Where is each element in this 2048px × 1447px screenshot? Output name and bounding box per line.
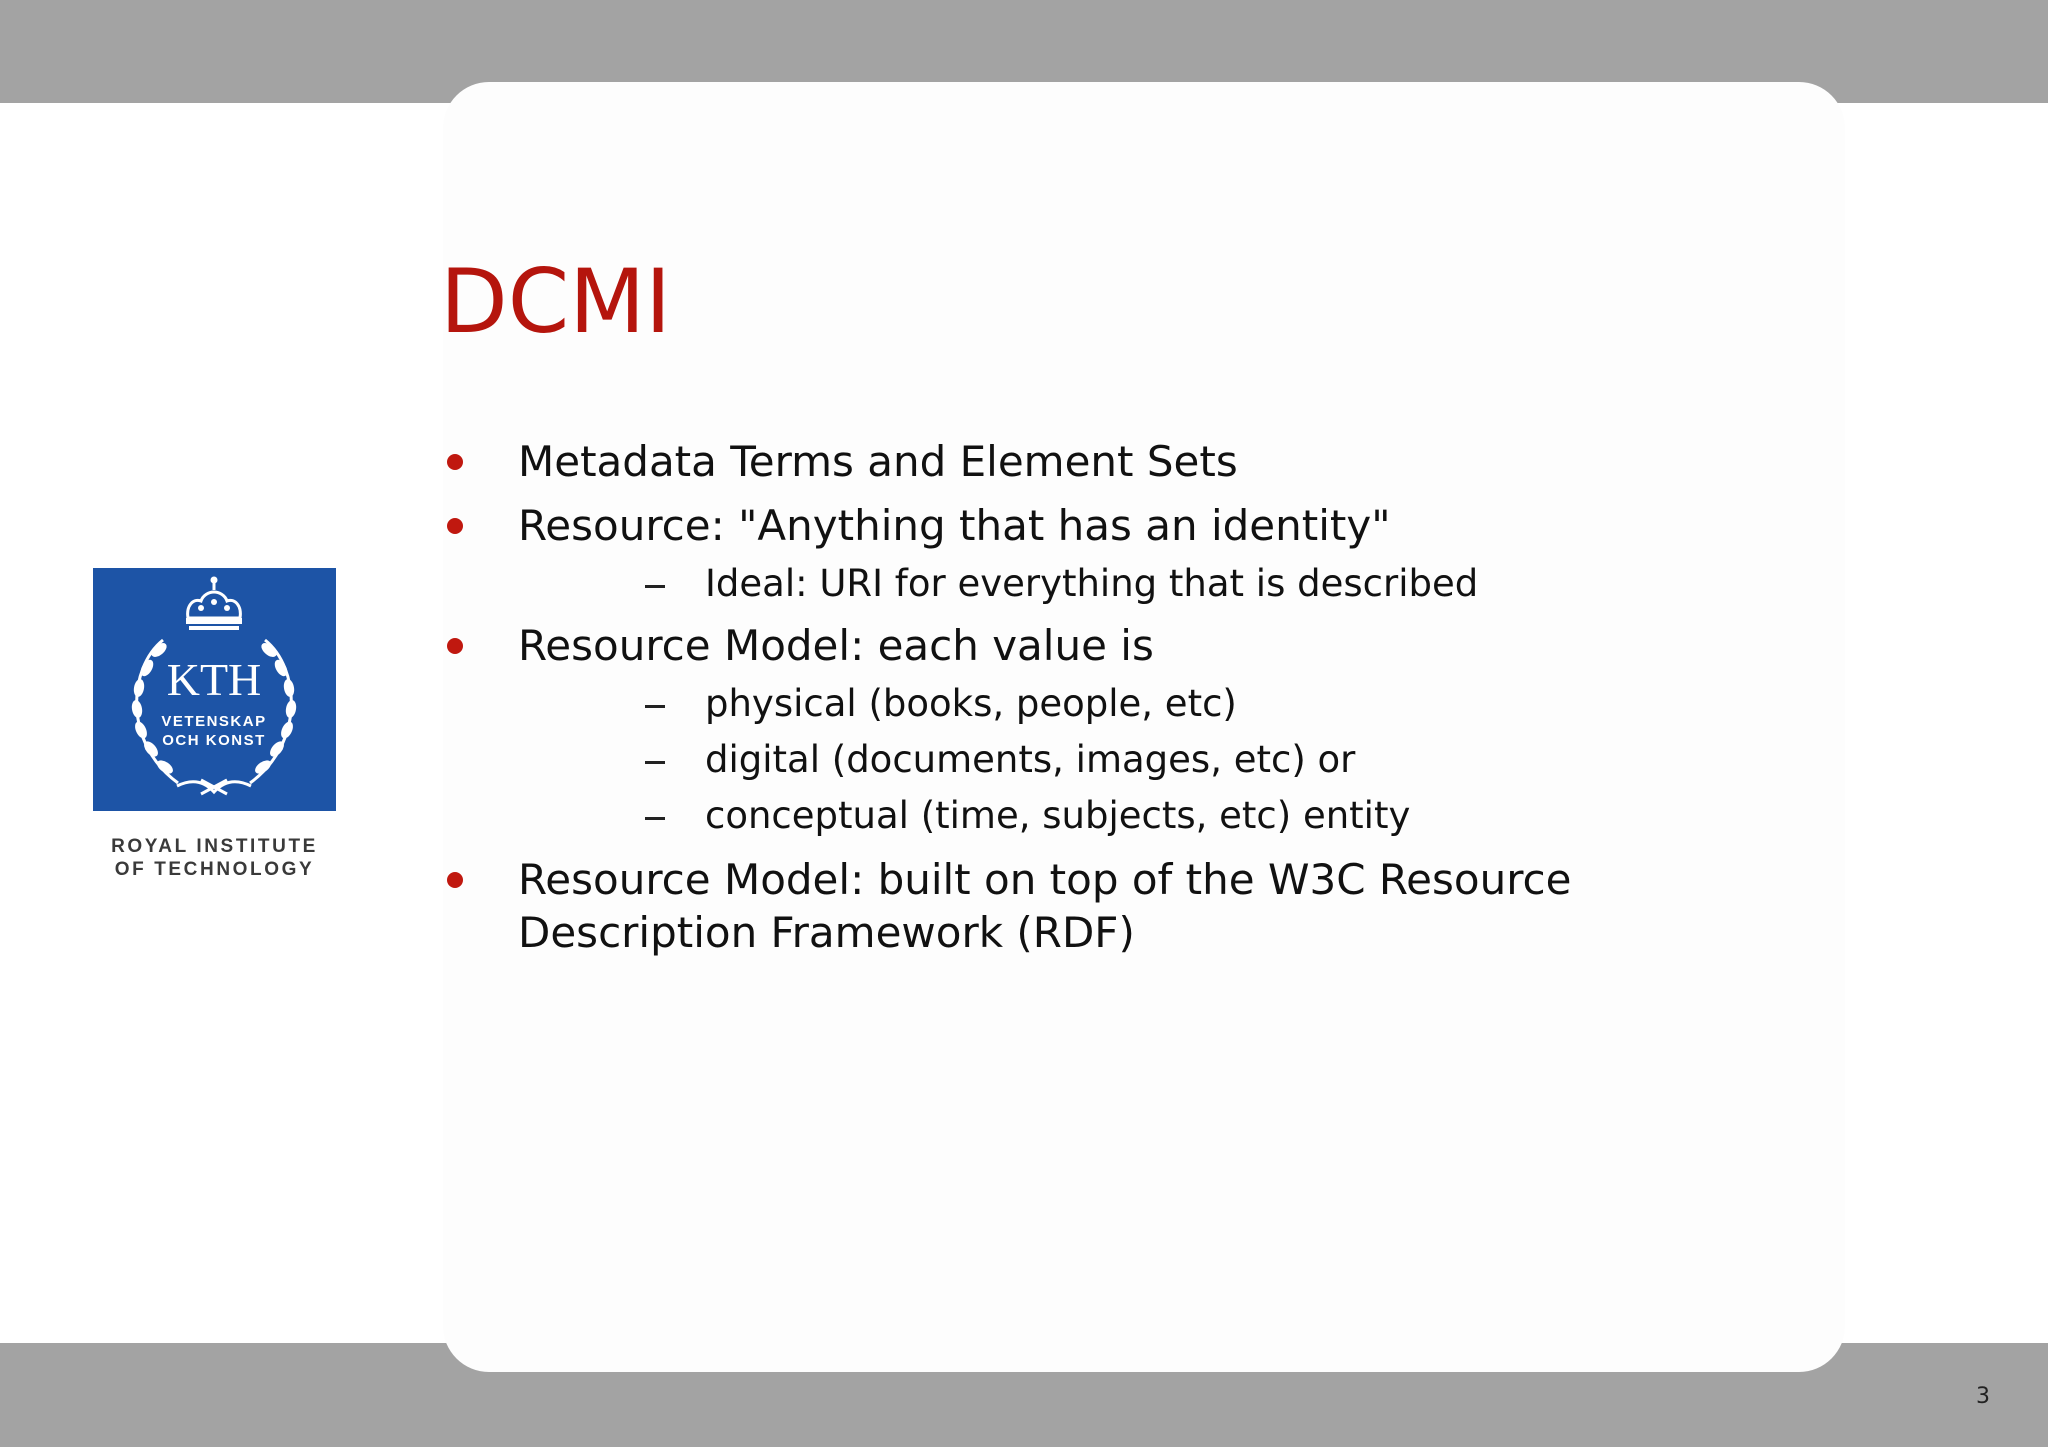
kth-emblem-text: KTH	[166, 654, 262, 705]
bullet-icon	[447, 872, 463, 888]
page-number: 3	[1976, 1384, 1990, 1409]
bullet-icon	[447, 638, 463, 654]
dash-icon	[645, 817, 665, 820]
bullet-icon	[447, 518, 463, 534]
bullet-item: Resource: "Anything that has an identity"	[518, 501, 1391, 550]
slide-title: DCMI	[440, 250, 672, 353]
dash-icon	[645, 585, 665, 588]
logo-caption-line2: OF TECHNOLOGY	[114, 859, 315, 880]
dash-icon	[645, 705, 665, 708]
bullet-item: Resource Model: each value is	[518, 621, 1154, 670]
bullet-item-line2: Description Framework (RDF)	[518, 908, 1135, 957]
sub-bullet-item: digital (documents, images, etc) or	[705, 738, 1356, 781]
dash-icon	[645, 761, 665, 764]
bullet-item-line1: Resource Model: built on top of the W3C Resource	[518, 855, 1572, 904]
sub-bullet-item: Ideal: URI for everything that is described	[705, 562, 1479, 605]
kth-motto-line1: VETENSKAP	[161, 713, 267, 730]
sub-bullet-item: physical (books, people, etc)	[705, 682, 1237, 725]
bullet-item: Metadata Terms and Element Sets	[518, 437, 1238, 486]
sub-bullet-item: conceptual (time, subjects, etc) entity	[705, 794, 1411, 837]
bullet-icon	[447, 454, 463, 470]
logo-caption-line1: ROYAL INSTITUTE	[111, 836, 318, 857]
kth-motto-line2: OCH KONST	[162, 732, 266, 749]
